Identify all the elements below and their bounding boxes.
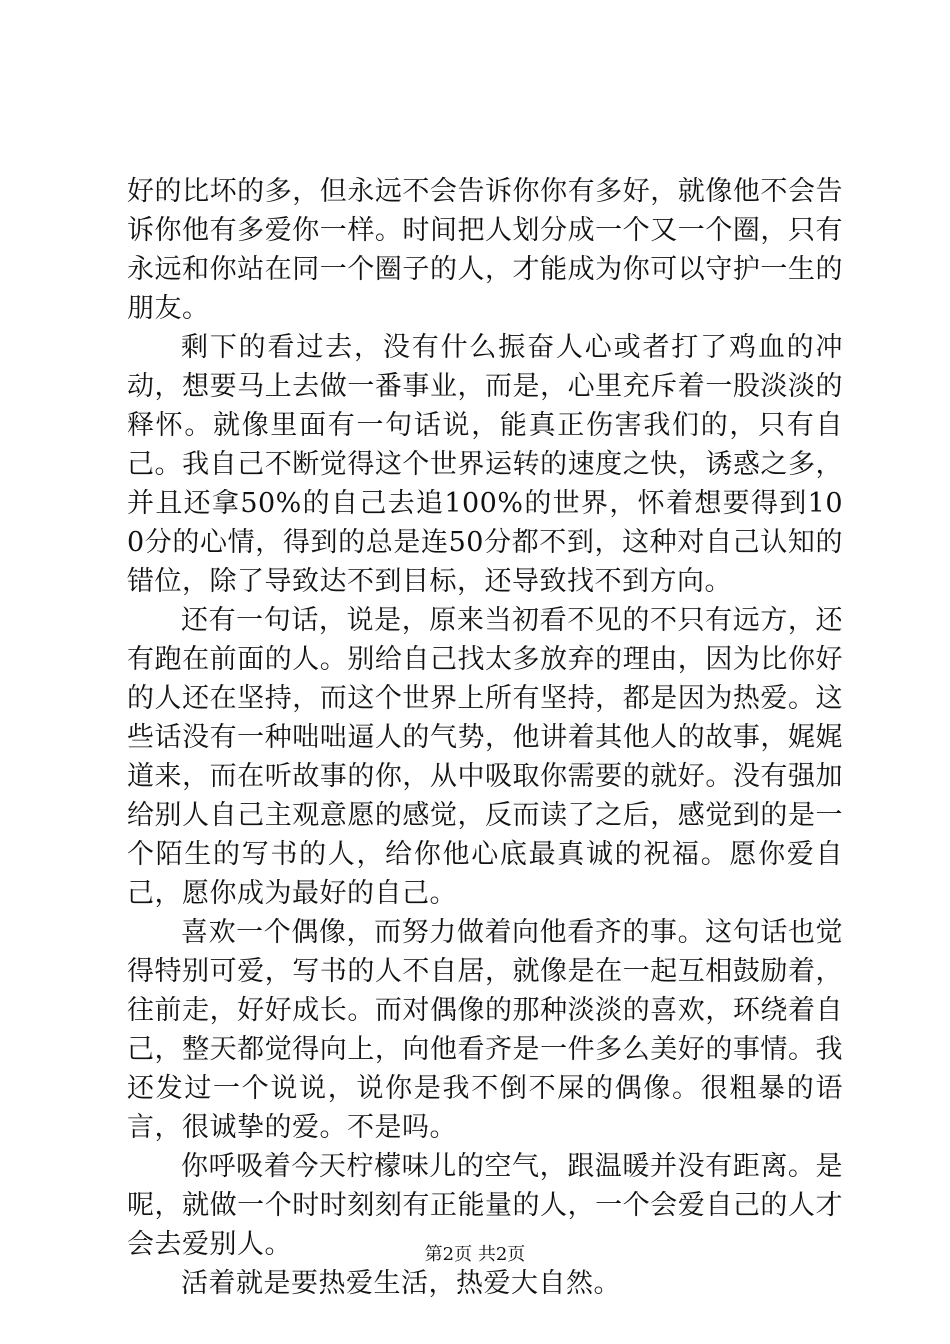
paragraph-1: 好的比坏的多，但永远不会告诉你你有多好，就像他不会告诉你他有多爱你一样。时间把人划分成一个又一个圈，只有永远和你站在同一个圈子的人，才能成为你可以守护一生的朋友。 — [127, 176, 843, 324]
document-body — [127, 172, 843, 1303]
paragraph-4: 喜欢一个偶像，而努力做着向他看齐的事。这句话也觉得特别可爱，写书的人不自居，就像是在一起互相鼓励着，往前走，好好成长。而对偶像的那种淡淡的喜欢，环绕着自己，整天都觉得向上，向他看齐是一件多么美好的事情。我还发过一个说说，说你是我不倒不屎的偶像。很粗暴的语言，很诚挚的爱。不是吗。 — [127, 917, 843, 1143]
paragraph-5: 你呼吸着今天柠檬味儿的空气，跟温暖并没有距离。是呢，就做一个时时刻刻有正能量的人，一个会爱自己的人才会去爱别人。 — [127, 1151, 843, 1260]
paragraph-2: 剩下的看过去，没有什么振奋人心或者打了鸡血的冲动，想要马上去做一番事业，而是，心里充斥着一股淡淡的释怀。就像里面有一句话说，能真正伤害我们的，只有自己。我自己不断觉得这个世界运转的速度之快，诱惑之多，并且还拿50%的自己去追100%的世界，怀着想要得到100分的心情，得到的总是连50分都不到，这种对自己认知的错位，除了导致达不到目标，还导致找不到方向。 — [127, 332, 843, 597]
paragraph-3: 还有一句话，说是，原来当初看不见的不只有远方，还有跑在前面的人。别给自己找太多放弃的理由，因为比你好的人还在坚持，而这个世界上所有坚持，都是因为热爱。这些话没有一种咄咄逼人的气势，他讲着其他人的故事，娓娓道来，而在听故事的你，从中吸取你需要的就好。没有强加给别人自己主观意愿的感觉，反而读了之后，感觉到的是一个陌生的写书的人，给你他心底最真诚的祝福。愿你爱自己，愿你成为最好的自己。 — [127, 605, 843, 909]
paragraph-6: 活着就是要热爱生活，热爱大自然。 — [181, 1268, 621, 1299]
page-footer: 第2页 共2页 — [424, 1244, 526, 1265]
